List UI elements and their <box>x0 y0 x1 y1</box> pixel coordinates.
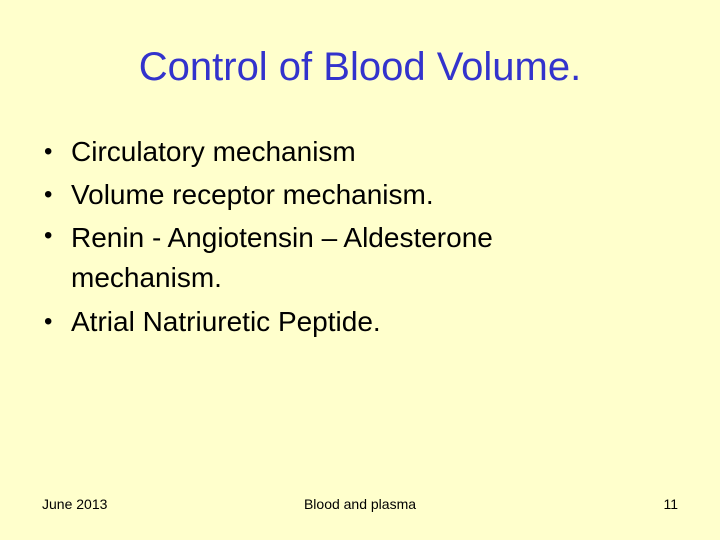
slide-title: Control of Blood Volume. <box>138 45 582 89</box>
bullet-text: Circulatory mechanism <box>71 136 356 167</box>
bullet-dot-icon: • <box>44 222 53 249</box>
footer-page-number: 11 <box>663 496 678 512</box>
bullet-dot-icon: • <box>44 138 53 165</box>
bullet-dot-icon: • <box>44 181 53 208</box>
bullet-text: Renin - Angiotensin – Aldesterone mechanism. <box>71 222 493 293</box>
footer-date: June 2013 <box>42 496 108 512</box>
bullet-item <box>44 173 684 216</box>
bullet-text: Atrial Natriuretic Peptide. <box>71 306 381 337</box>
bullet-text: Volume receptor mechanism. <box>71 179 434 210</box>
bullet-list <box>44 130 684 343</box>
bullet-dot-icon: • <box>44 308 53 335</box>
bullet-item <box>44 216 571 300</box>
bullet-item <box>44 300 684 343</box>
bullet-item <box>44 130 684 173</box>
footer-topic: Blood and plasma <box>303 496 417 512</box>
